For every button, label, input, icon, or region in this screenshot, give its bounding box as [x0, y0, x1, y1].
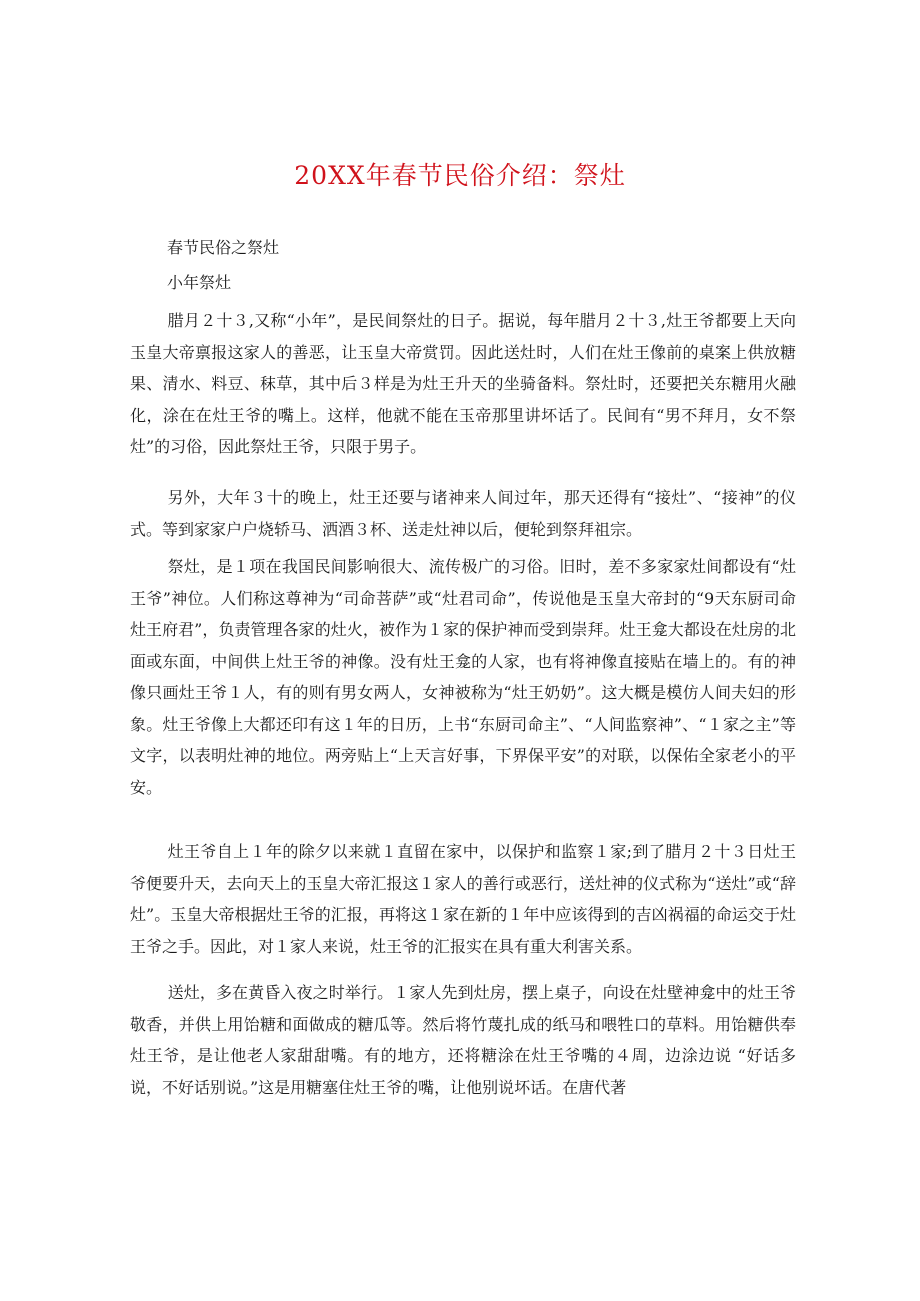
- paragraph: 送灶，多在黄昏入夜之时举行。１家人先到灶房，摆上桌子，向设在灶壁神龛中的灶王爷敬香，并供上用饴糖和面做成的糖瓜等。然后将竹蔑扎成的纸马和喂牲口的草料。用饴糖供奉灶王爷，是让他老人家甜甜嘴。有的地方，还将糖涂在灶王爷嘴的４周，边涂边说 “好话多说，不好话别说。”这是用糖塞住灶王爷的嘴，让他别说坏话。在唐代著: [130, 983, 796, 1097]
- paragraph: 另外，大年３十的晚上，灶王还要与诸神来人间过年，那天还得有“接灶”、“接神”的仪式。等到家家户户烧轿马、洒酒３杯、送走灶神以后，便轮到祭拜祖宗。: [130, 488, 796, 539]
- document-title: 20XX年春节民俗介绍：祭灶: [294, 161, 626, 190]
- section-heading: 春节民俗之祭灶: [167, 238, 280, 257]
- paragraph: 腊月２十３,又称“小年”，是民间祭灶的日子。据说，每年腊月２十３,灶王爷都要上天向玉皇大帝禀报这家人的善恶，让玉皇大帝赏罚。因此送灶时，人们在灶王像前的桌案上供放糖果、清水、料豆、秣草，其中后３样是为灶王升天的坐骑备料。祭灶时，还要把关东糖用火融化，涂在在灶王爷的嘴上。这样，他就不能在玉帝那里讲坏话了。民间有“男不拜月，女不祭灶”的习俗，因此祭灶王爷，只限于男子。: [130, 311, 796, 456]
- sub-heading: 小年祭灶: [167, 273, 232, 292]
- paragraph: 祭灶，是１项在我国民间影响很大、流传极广的习俗。旧时，差不多家家灶间都设有“灶王爷”神位。人们称这尊神为“司命菩萨”或“灶君司命”，传说他是玉皇大帝封的“9天东厨司命灶王府君”，负责管理各家的灶火，被作为１家的保护神而受到崇拜。灶王龛大都设在灶房的北面或东面，中间供上灶王爷的神像。没有灶王龛的人家，也有将神像直接贴在墙上的。有的神像只画灶王爷１人，有的则有男女两人，女神被称为“灶王奶奶”。这大概是模仿人间夫妇的形象。灶王爷像上大都还印有这１年的日历，上书“东厨司命主”、“人间监察神”、“１家之主”等文字，以表明灶神的地位。两旁贴上“上天言好事，下界保平安”的对联，以保佑全家老小的平安。: [130, 557, 796, 797]
- paragraph: 灶王爷自上１年的除夕以来就１直留在家中，以保护和监察１家;到了腊月２十３日灶王爷便要升天，去向天上的玉皇大帝汇报这１家人的善行或恶行，送灶神的仪式称为“送灶”或“辞灶”。玉皇大帝根据灶王爷的汇报，再将这１家在新的１年中应该得到的吉凶祸福的命运交于灶王爷之手。因此，对１家人来说，灶王爷的汇报实在具有重大利害关系。: [130, 842, 796, 956]
